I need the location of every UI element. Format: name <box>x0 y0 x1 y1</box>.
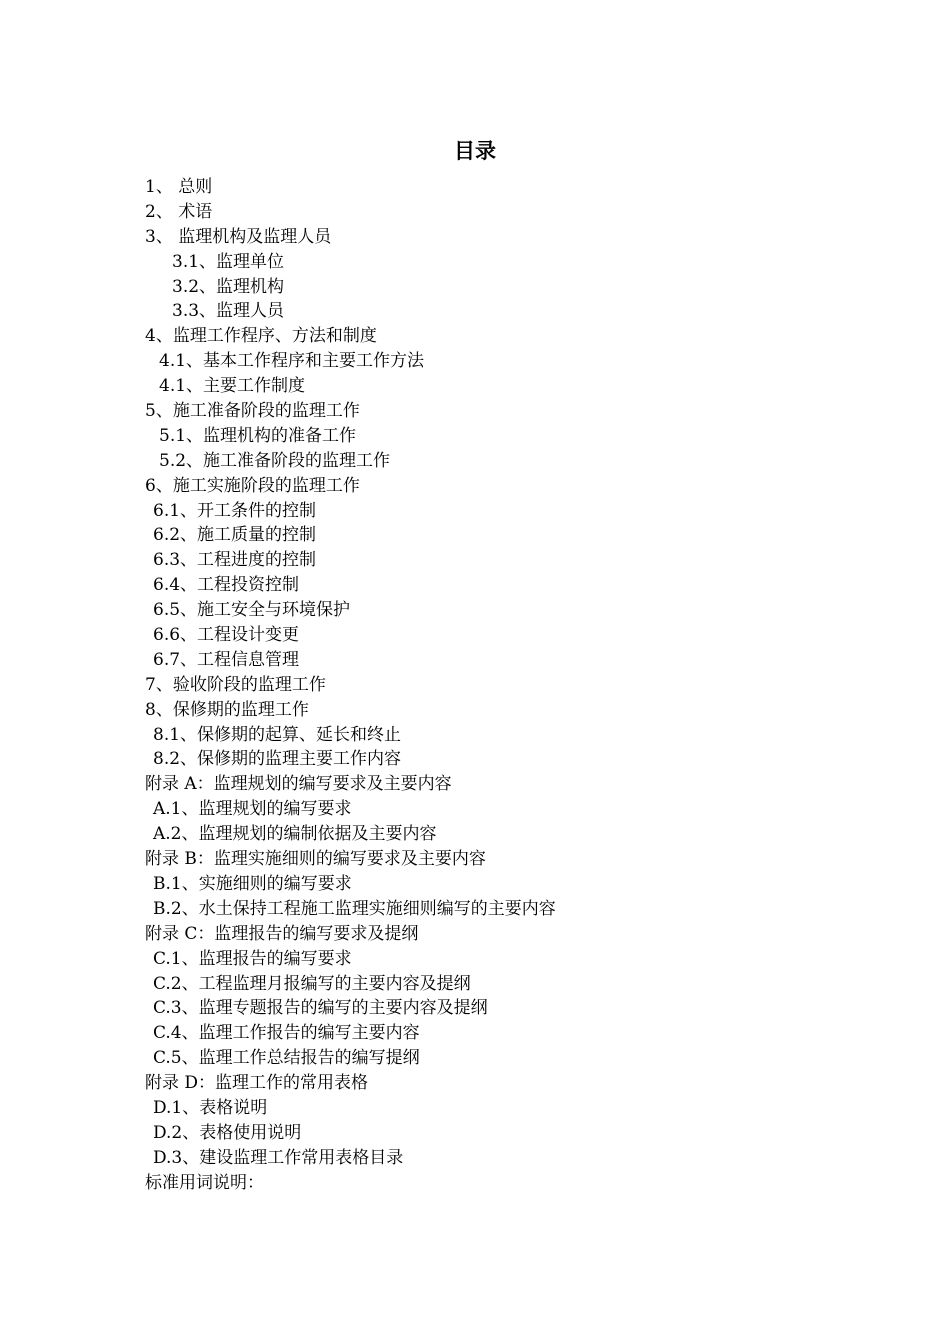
toc-entry: 6.7、工程信息管理 <box>153 649 300 670</box>
toc-entry: 6.1、开工条件的控制 <box>153 500 317 521</box>
toc-entry: 8.1、保修期的起算、延长和终止 <box>153 724 402 745</box>
toc-entry: 8.2、保修期的监理主要工作内容 <box>153 749 402 770</box>
toc-entry: 5.1、监理机构的准备工作 <box>159 425 357 446</box>
toc-entry: A.1、监理规划的编写要求 <box>153 799 352 820</box>
toc-entry: 4、监理工作程序、方法和制度 <box>145 326 377 347</box>
toc-entry: B.1、实施细则的编写要求 <box>153 873 352 894</box>
toc-entry: 5.2、施工准备阶段的监理工作 <box>159 450 391 471</box>
toc-entry: 4.1、基本工作程序和主要工作方法 <box>159 351 425 372</box>
toc-entry: 7、验收阶段的监理工作 <box>145 674 326 695</box>
toc-entry: 附录 C：监理报告的编写要求及提纲 <box>145 923 419 944</box>
toc-entry: 附录 A：监理规划的编写要求及主要内容 <box>145 774 452 795</box>
toc-entry: 标准用词说明： <box>145 1172 264 1193</box>
toc-entry: 3.2、监理机构 <box>172 276 285 297</box>
toc-entry: C.4、监理工作报告的编写主要内容 <box>153 1023 420 1044</box>
toc-entry: 3.3、监理人员 <box>172 301 285 322</box>
toc-entry: 附录 B：监理实施细则的编写要求及主要内容 <box>145 849 486 870</box>
toc-entry: 6、施工实施阶段的监理工作 <box>145 475 360 496</box>
toc-entry: 4.1、主要工作制度 <box>159 376 306 397</box>
toc-entry: C.2、工程监理月报编写的主要内容及提纲 <box>153 973 471 994</box>
toc-entry: C.3、监理专题报告的编写的主要内容及提纲 <box>153 998 488 1019</box>
table-of-contents <box>145 175 845 1196</box>
toc-entry: A.2、监理规划的编制依据及主要内容 <box>153 824 437 845</box>
toc-entry: C.5、监理工作总结报告的编写提纲 <box>153 1048 420 1069</box>
toc-entry: 6.5、施工安全与环境保护 <box>153 600 351 621</box>
toc-entry: 6.6、工程设计变更 <box>153 625 300 646</box>
toc-entry: D.1、表格说明 <box>153 1097 268 1118</box>
toc-entry: B.2、水土保持工程施工监理实施细则编写的主要内容 <box>153 898 556 919</box>
toc-entry: D.2、表格使用说明 <box>153 1122 302 1143</box>
toc-entry: 6.3、工程进度的控制 <box>153 550 317 571</box>
toc-entry: C.1、监理报告的编写要求 <box>153 948 352 969</box>
page-title: 目录 <box>454 139 496 163</box>
toc-entry: 5、施工准备阶段的监理工作 <box>145 401 360 422</box>
toc-entry: 3、 监理机构及监理人员 <box>145 226 332 247</box>
toc-entry: 附录 D：监理工作的常用表格 <box>145 1073 369 1094</box>
toc-entry: D.3、建设监理工作常用表格目录 <box>153 1147 404 1168</box>
toc-entry: 6.4、工程投资控制 <box>153 575 300 596</box>
toc-entry: 6.2、施工质量的控制 <box>153 525 317 546</box>
toc-entry: 1、 总则 <box>145 177 213 197</box>
toc-entry: 3.1、监理单位 <box>172 251 285 272</box>
toc-entry: 2、 术语 <box>145 201 213 222</box>
toc-entry: 8、保修期的监理工作 <box>145 699 309 720</box>
